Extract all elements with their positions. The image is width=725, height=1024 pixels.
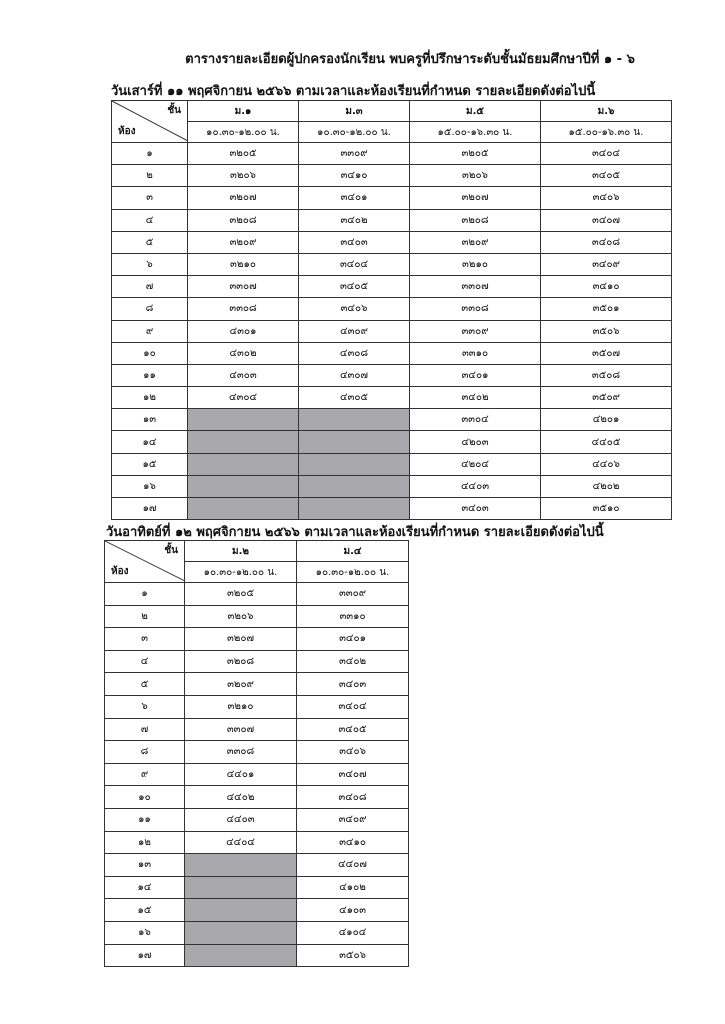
classroom-cell: ๓๓๐๙ [299, 143, 410, 165]
classroom-cell: ๓๕๐๖ [541, 320, 672, 342]
room-number-cell: ๑๑ [105, 808, 185, 831]
table-row [112, 165, 672, 187]
classroom-cell: ๔๒๐๔ [410, 453, 541, 475]
classroom-cell: ๓๓๐๙ [410, 320, 541, 342]
room-label: ห้อง [118, 126, 136, 137]
room-number-cell: ๑๔ [105, 876, 185, 899]
classroom-cell: ๔๒๐๑ [541, 409, 672, 431]
classroom-cell: ๓๓๐๗ [410, 276, 541, 298]
table-row [112, 387, 672, 409]
classroom-cell: ๓๔๑๐ [541, 276, 672, 298]
classroom-cell: ๓๓๐๘ [188, 298, 299, 320]
table-row [112, 453, 672, 475]
classroom-cell: ๓๔๐๘ [297, 786, 409, 809]
room-number-cell: ๑๕ [112, 453, 188, 475]
classroom-cell: ๓๔๐๕ [297, 718, 409, 741]
classroom-cell: ๓๓๑๐ [410, 342, 541, 364]
classroom-cell: ๓๕๐๖ [297, 944, 409, 967]
room-number-cell: ๘ [105, 741, 185, 764]
classroom-cell: ๓๒๑๐ [185, 695, 297, 718]
classroom-cell: ๔๑๐๒ [297, 876, 409, 899]
room-number-cell: ๑ [105, 583, 185, 606]
grade-label: ชั้น [164, 545, 178, 556]
grade-label: ชั้น [167, 105, 181, 116]
classroom-cell: ๔๓๐๓ [188, 364, 299, 386]
classroom-cell: ๓๒๐๗ [410, 187, 541, 209]
classroom-cell: ๔๓๐๘ [299, 342, 410, 364]
classroom-cell: ๔๔๐๗ [297, 854, 409, 877]
classroom-cell: ๓๒๐๕ [185, 583, 297, 606]
corner-header-cell [112, 101, 188, 143]
classroom-cell: ๓๒๐๕ [410, 143, 541, 165]
classroom-cell: ๓๒๐๙ [185, 673, 297, 696]
classroom-cell: ๓๒๐๙ [188, 231, 299, 253]
table-row [112, 298, 672, 320]
classroom-cell: ๓๒๐๘ [188, 209, 299, 231]
classroom-cell: ๓๓๐๘ [410, 298, 541, 320]
classroom-cell: ๓๔๐๘ [541, 231, 672, 253]
room-number-cell: ๖ [112, 253, 188, 275]
classroom-cell: ๔๒๐๒ [541, 475, 672, 497]
room-number-cell: ๙ [105, 763, 185, 786]
table-row [105, 808, 409, 831]
classroom-cell: ๓๔๐๔ [297, 695, 409, 718]
room-number-cell: ๒ [112, 165, 188, 187]
room-number-cell: ๔ [112, 209, 188, 231]
classroom-cell: ๓๒๐๘ [185, 650, 297, 673]
table-row [112, 320, 672, 342]
table-row [105, 695, 409, 718]
classroom-cell: ๓๔๐๖ [299, 298, 410, 320]
table-header-row [112, 101, 672, 122]
time-header: ๑๐.๓๐-๑๒.๐๐ น. [297, 562, 409, 583]
table-time-row [112, 122, 672, 143]
room-number-cell: ๑๗ [112, 498, 188, 520]
unused-cell [299, 453, 410, 475]
room-number-cell: ๑๓ [112, 409, 188, 431]
classroom-cell: ๓๓๑๐ [297, 605, 409, 628]
time-header: ๑๕.๐๐-๑๖.๓๐ น. [410, 122, 541, 143]
room-number-cell: ๑๖ [105, 921, 185, 944]
classroom-cell: ๔๔๐๑ [185, 763, 297, 786]
classroom-cell: ๓๔๐๒ [297, 650, 409, 673]
room-number-cell: ๘ [112, 298, 188, 320]
table-row [105, 921, 409, 944]
classroom-cell: ๓๔๐๓ [410, 498, 541, 520]
room-number-cell: ๙ [112, 320, 188, 342]
table-row [105, 899, 409, 922]
corner-header-cell [105, 541, 185, 583]
classroom-cell: ๓๒๐๖ [410, 165, 541, 187]
classroom-cell: ๓๔๐๗ [297, 763, 409, 786]
classroom-cell: ๓๒๐๙ [410, 231, 541, 253]
table-row [112, 143, 672, 165]
time-header: ๑๐.๓๐-๑๒.๐๐ น. [185, 562, 297, 583]
classroom-cell: ๓๔๑๐ [297, 831, 409, 854]
classroom-cell: ๓๒๐๖ [188, 165, 299, 187]
classroom-cell: ๓๔๐๙ [297, 808, 409, 831]
unused-cell [185, 876, 297, 899]
classroom-cell: ๓๔๐๖ [541, 187, 672, 209]
grade-header: ม.๓ [299, 101, 410, 122]
classroom-cell: ๔๔๐๕ [541, 431, 672, 453]
table-row [112, 475, 672, 497]
time-header: ๑๐.๓๐-๑๒.๐๐ น. [188, 122, 299, 143]
room-number-cell: ๓ [105, 628, 185, 651]
classroom-cell: ๔๓๐๕ [299, 387, 410, 409]
table-row [112, 431, 672, 453]
classroom-cell: ๓๔๑๐ [299, 165, 410, 187]
room-number-cell: ๗ [105, 718, 185, 741]
table-row [112, 231, 672, 253]
table-row [105, 628, 409, 651]
sunday-schedule-table [104, 540, 409, 967]
classroom-cell: ๓๔๐๒ [410, 387, 541, 409]
room-number-cell: ๗ [112, 276, 188, 298]
classroom-cell: ๔๔๐๖ [541, 453, 672, 475]
classroom-cell: ๔๔๐๓ [410, 475, 541, 497]
classroom-cell: ๓๒๑๐ [410, 253, 541, 275]
classroom-cell: ๓๓๐๔ [410, 409, 541, 431]
classroom-cell: ๔๔๐๒ [185, 786, 297, 809]
room-number-cell: ๑๐ [105, 786, 185, 809]
table-row [112, 276, 672, 298]
room-number-cell: ๑๒ [105, 831, 185, 854]
room-number-cell: ๖ [105, 695, 185, 718]
unused-cell [299, 475, 410, 497]
unused-cell [188, 475, 299, 497]
table-row [105, 605, 409, 628]
classroom-cell: ๔๓๐๑ [188, 320, 299, 342]
classroom-cell: ๔๑๐๓ [297, 899, 409, 922]
classroom-cell: ๓๔๐๓ [299, 231, 410, 253]
table-row [105, 673, 409, 696]
saturday-schedule-table [111, 100, 672, 520]
classroom-cell: ๓๕๐๗ [541, 342, 672, 364]
unused-cell [188, 453, 299, 475]
room-number-cell: ๑๔ [112, 431, 188, 453]
table-row [105, 583, 409, 606]
classroom-cell: ๓๔๐๔ [541, 143, 672, 165]
classroom-cell: ๔๓๐๒ [188, 342, 299, 364]
classroom-cell: ๓๕๐๑ [541, 298, 672, 320]
grade-header: ม.๒ [185, 541, 297, 562]
time-header: ๑๕.๐๐-๑๖.๓๐ น. [541, 122, 672, 143]
table-row [105, 741, 409, 764]
room-number-cell: ๑๖ [112, 475, 188, 497]
classroom-cell: ๓๔๐๒ [299, 209, 410, 231]
classroom-cell: ๓๓๐๙ [297, 583, 409, 606]
room-number-cell: ๑ [112, 143, 188, 165]
classroom-cell: ๓๕๐๙ [541, 387, 672, 409]
classroom-cell: ๓๒๑๐ [188, 253, 299, 275]
room-number-cell: ๑๕ [105, 899, 185, 922]
classroom-cell: ๓๔๐๕ [299, 276, 410, 298]
room-number-cell: ๑๑ [112, 364, 188, 386]
page-title: ตารางรายละเอียดผู้ปกครองนักเรียน พบครูที่ปรึกษาระดับชั้นมัธยมศึกษาปีที่ ๑ - ๖ [185, 52, 635, 67]
table-row [112, 187, 672, 209]
time-header: ๑๐.๓๐-๑๒.๐๐ น. [299, 122, 410, 143]
room-label: ห้อง [111, 566, 129, 577]
unused-cell [299, 431, 410, 453]
classroom-cell: ๔๔๐๓ [185, 808, 297, 831]
room-number-cell: ๒ [105, 605, 185, 628]
table-row [112, 342, 672, 364]
classroom-cell: ๓๒๐๖ [185, 605, 297, 628]
table-row [105, 944, 409, 967]
unused-cell [185, 854, 297, 877]
table-row [105, 831, 409, 854]
table-row [105, 650, 409, 673]
classroom-cell: ๓๔๐๑ [297, 628, 409, 651]
room-number-cell: ๔ [105, 650, 185, 673]
classroom-cell: ๔๓๐๗ [299, 364, 410, 386]
classroom-cell: ๓๔๐๕ [541, 165, 672, 187]
table-row [105, 854, 409, 877]
table-row [105, 876, 409, 899]
unused-cell [188, 409, 299, 431]
classroom-cell: ๓๒๐๗ [188, 187, 299, 209]
classroom-cell: ๓๔๐๖ [297, 741, 409, 764]
table-row [112, 498, 672, 520]
classroom-cell: ๓๕๐๘ [541, 364, 672, 386]
table-row [112, 253, 672, 275]
grade-header: ม.๕ [410, 101, 541, 122]
classroom-cell: ๓๔๐๓ [297, 673, 409, 696]
classroom-cell: ๓๒๐๗ [185, 628, 297, 651]
room-number-cell: ๓ [112, 187, 188, 209]
classroom-cell: ๓๓๐๗ [185, 718, 297, 741]
sunday-heading: วันอาทิตย์ที่ ๑๒ พฤศจิกายน ๒๕๖๖ ตามเวลาและห้องเรียนที่กำหนด รายละเอียดดังต่อไปนี้ [106, 525, 604, 540]
classroom-cell: ๔๓๐๙ [299, 320, 410, 342]
classroom-cell: ๓๔๐๗ [541, 209, 672, 231]
unused-cell [299, 498, 410, 520]
classroom-cell: ๓๓๐๗ [188, 276, 299, 298]
table-row [105, 718, 409, 741]
classroom-cell: ๓๔๐๑ [299, 187, 410, 209]
unused-cell [185, 944, 297, 967]
grade-header: ม.๑ [188, 101, 299, 122]
saturday-heading: วันเสาร์ที่ ๑๑ พฤศจิกายน ๒๕๖๖ ตามเวลาและห้องเรียนที่กำหนด รายละเอียดดังต่อไปนี้ [111, 84, 596, 99]
room-number-cell: ๕ [105, 673, 185, 696]
classroom-cell: ๓๔๐๙ [541, 253, 672, 275]
room-number-cell: ๕ [112, 231, 188, 253]
classroom-cell: ๔๓๐๔ [188, 387, 299, 409]
table-header-row [105, 541, 409, 562]
unused-cell [188, 498, 299, 520]
table-row [112, 409, 672, 431]
classroom-cell: ๓๔๐๑ [410, 364, 541, 386]
room-number-cell: ๑๓ [105, 854, 185, 877]
table-row [105, 786, 409, 809]
classroom-cell: ๓๒๐๕ [188, 143, 299, 165]
classroom-cell: ๓๕๑๐ [541, 498, 672, 520]
classroom-cell: ๔๔๐๔ [185, 831, 297, 854]
classroom-cell: ๓๒๐๘ [410, 209, 541, 231]
table-row [112, 364, 672, 386]
room-number-cell: ๑๐ [112, 342, 188, 364]
unused-cell [185, 921, 297, 944]
grade-header: ม.๖ [541, 101, 672, 122]
unused-cell [188, 431, 299, 453]
table-row [105, 763, 409, 786]
classroom-cell: ๓๔๐๔ [299, 253, 410, 275]
unused-cell [185, 899, 297, 922]
unused-cell [299, 409, 410, 431]
table-row [112, 209, 672, 231]
classroom-cell: ๔๑๐๔ [297, 921, 409, 944]
classroom-cell: ๔๒๐๓ [410, 431, 541, 453]
room-number-cell: ๑๒ [112, 387, 188, 409]
room-number-cell: ๑๗ [105, 944, 185, 967]
classroom-cell: ๓๓๐๘ [185, 741, 297, 764]
grade-header: ม.๔ [297, 541, 409, 562]
